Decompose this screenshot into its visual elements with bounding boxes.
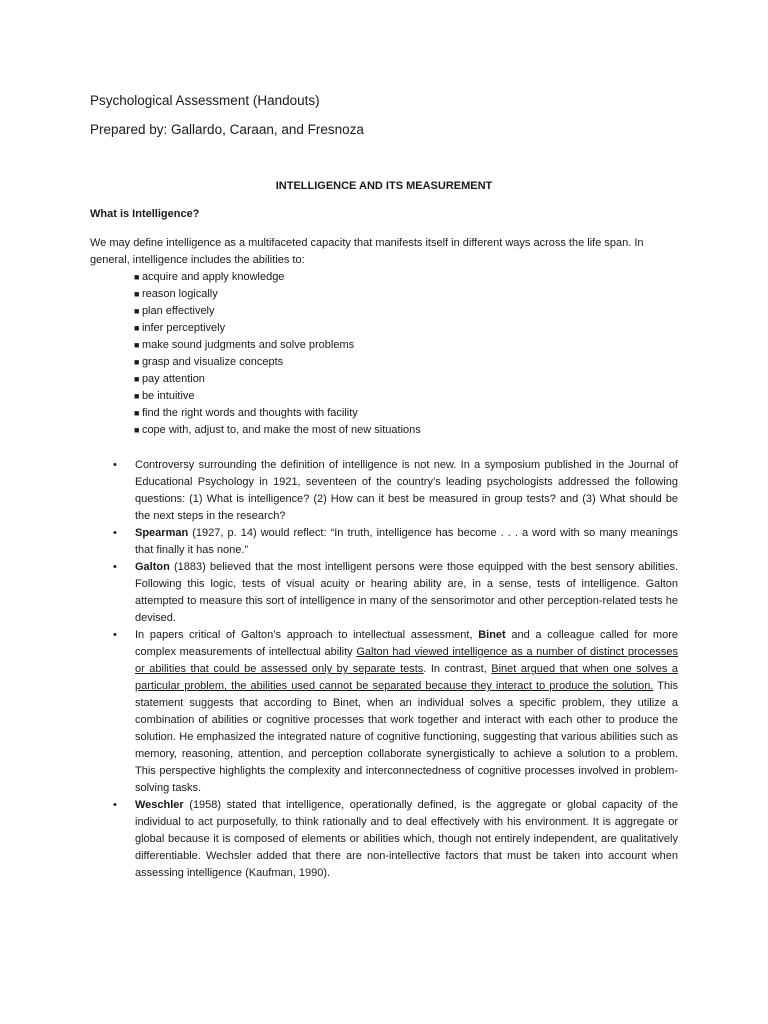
- author-name: Weschler: [135, 799, 184, 811]
- bullet-text: (1883) believed that the most intelligent persons were those equipped with the best sensory abilities. Following this logic, tests of visual acuity or hearing ability are, in a sense, tests of intelligence. Galton attempted to measure this sort of intelligence in many of the sensorimotor and other perception-related tests he devised.: [135, 561, 678, 624]
- ability-item: ■ cope with, adjust to, and make the most of new situations: [134, 422, 421, 439]
- ability-item: ■ reason logically: [134, 286, 421, 303]
- bullet-binet: [90, 627, 678, 797]
- ability-item: ■ grasp and visualize concepts: [134, 354, 421, 371]
- bullet-weschler: [90, 797, 678, 882]
- ability-item: ■ plan effectively: [134, 303, 421, 320]
- ability-item: ■ acquire and apply knowledge: [134, 269, 421, 286]
- bullet-text: and a colleague called for more complex measurements of intellectual ability: [135, 629, 678, 658]
- bullet-dot: •: [113, 459, 117, 471]
- bullet-galton: [90, 559, 678, 627]
- bullet-dot: •: [113, 799, 117, 811]
- ability-item: ■ make sound judgments and solve problems: [134, 337, 421, 354]
- bullet-list: [90, 457, 678, 882]
- bullet-text: (1958) stated that intelligence, operationally defined, is the aggregate or global capacity of the individual to act purposefully, to think rationally and to deal effectively with his environment. It is aggregate or global because it is composed of elements or abilities which, though not entirely independent, are qualitatively differentiable. Wechsler added that there are non-intellective factors that must be taken into account when assessing intelligence (Kaufman, 1990).: [135, 799, 678, 879]
- author-name: Spearman: [135, 527, 189, 539]
- bullet-dot: •: [113, 629, 117, 641]
- bullet-controversy: [90, 457, 678, 525]
- bullet-spearman: [90, 525, 678, 559]
- underlined-text: Galton had viewed intelligence as a number of distinct processes or abilities that could be assessed only by separate tests: [135, 646, 678, 675]
- ability-item: ■ be intuitive: [134, 388, 421, 405]
- author-name: Binet: [478, 629, 506, 641]
- section-title: INTELLIGENCE AND ITS MEASUREMENT: [275, 180, 493, 192]
- bullet-text: Controversy surrounding the definition of intelligence is not new. In a symposium published in the Journal of Educational Psychology in 1921, seventeen of the country’s leading psychologists addressed the following questions: (1) What is intelligence? (2) How can it best be measured in group tests? and (3) What should be the next steps in the research?: [135, 459, 678, 522]
- ability-item: ■ find the right words and thoughts with facility: [134, 405, 421, 422]
- bullet-text: . In contrast,: [423, 663, 492, 675]
- handout-title: Psychological Assessment (Handouts): [90, 93, 320, 108]
- intro-paragraph: We may define intelligence as a multifaceted capacity that manifests itself in different ways across the life span. In general, intelligence includes the abilities to:: [90, 237, 644, 266]
- bullet-text: (1927, p. 14) would reflect: “In truth, intelligence has become . . . a word with so many meanings that finally it has none.”: [135, 527, 678, 556]
- ability-item: ■ infer perceptively: [134, 320, 421, 337]
- subheading: What is Intelligence?: [90, 208, 200, 220]
- bullet-dot: •: [113, 561, 117, 573]
- bullet-text: This statement suggests that according to Binet, when an individual solves a specific problem, they utilize a combination of abilities or cognitive processes that work together and interact with each other to produce the solution. He emphasized the integrated nature of cognitive functioning, suggesting that various abilities such as memory, reasoning, attention, and perception collaborate synergistically to achieve a solution to a problem. This perspective highlights the complexity and interconnectedness of cognitive processes involved in problem-solving tasks.: [135, 680, 679, 794]
- author-name: Galton: [135, 561, 170, 573]
- prepared-by: Prepared by: Gallardo, Caraan, and Fresnoza: [90, 122, 364, 137]
- bullet-dot: •: [113, 527, 117, 539]
- ability-item: ■ pay attention: [134, 371, 421, 388]
- abilities-list: [134, 269, 421, 439]
- underlined-text: Binet argued that when one solves a particular problem, the abilities used cannot be separated because they interact to produce the solution.: [135, 663, 678, 692]
- bullet-text: In papers critical of Galton’s approach to intellectual assessment,: [135, 629, 479, 641]
